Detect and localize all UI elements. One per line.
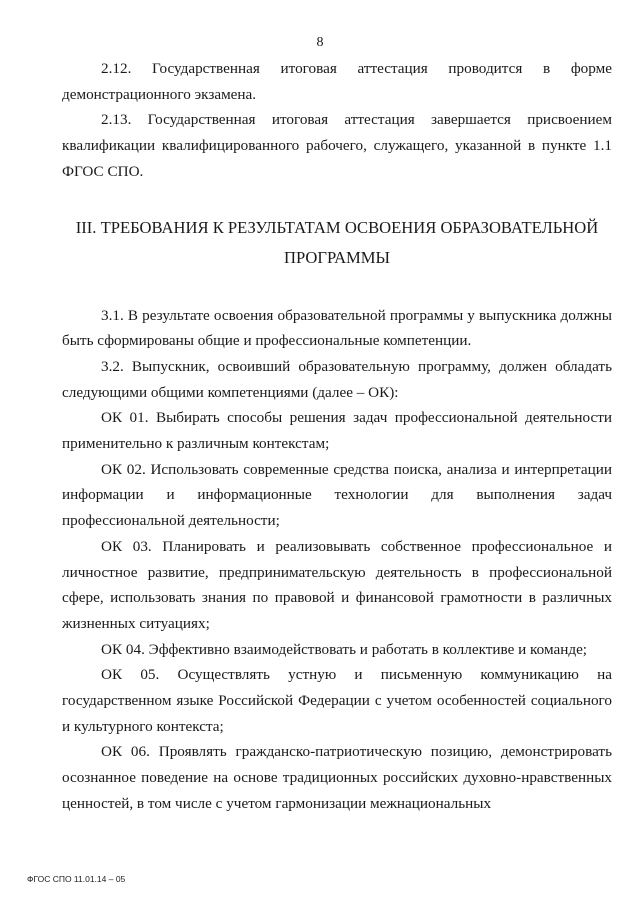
paragraph-2-12: 2.12. Государственная итоговая аттестация проводится в форме демонстрационного экзамена. [62,60,612,103]
competency-ok-04: ОК 04. Эффективно взаимодействовать и работать в коллективе и команде; [101,640,588,658]
paragraph-2-13: 2.13. Государственная итоговая аттестация завершается присвоением квалификации квалифицированного рабочего, служащего, указанной в пункте 1.1 ФГОС СПО. [62,111,612,180]
footer-doc-code: ФГОС СПО 11.01.14 – 05 [27,874,126,884]
page-number: 8 [316,35,324,50]
paragraph-3-2: 3.2. Выпускник, освоивший образовательную программу, должен обладать следующими общими компетенциями (далее – ОК): [62,357,612,401]
document-body [62,56,612,817]
competency-ok-05: ОК 05. Осуществлять устную и письменную коммуникацию на государственном языке Российской Федерации с учетом особенностей социального и культурного контекста; [62,666,612,735]
competency-ok-01: ОК 01. Выбирать способы решения задач профессиональной деятельности применительно к различным контекстам; [62,409,612,453]
paragraph-3-1: 3.1. В результате освоения образовательной программы у выпускника должны быть сформированы общие и профессиональные компетенции. [62,306,612,350]
competency-ok-03: ОК 03. Планировать и реализовывать собственное профессиональное и личностное развитие, предпринимательскую деятельность в профессиональной сфере, использовать знания по правовой и финансовой грамотности в различных жизненных ситуациях; [62,537,612,632]
section-heading: III. ТРЕБОВАНИЯ К РЕЗУЛЬТАТАМ ОСВОЕНИЯ ОБРАЗОВАТЕЛЬНОЙ ПРОГРАММЫ [75,217,599,267]
competency-ok-02: ОК 02. Использовать современные средства поиска, анализа и интерпретации информации и информационные технологии для выполнения задач профессиональной деятельности; [62,460,612,530]
competency-ok-06: ОК 06. Проявлять гражданско-патриотическую позицию, демонстрировать осознанное поведение на основе традиционных российских духовно-нравственных ценностей, в том числе с учетом гармонизации межнациональных [62,743,612,812]
